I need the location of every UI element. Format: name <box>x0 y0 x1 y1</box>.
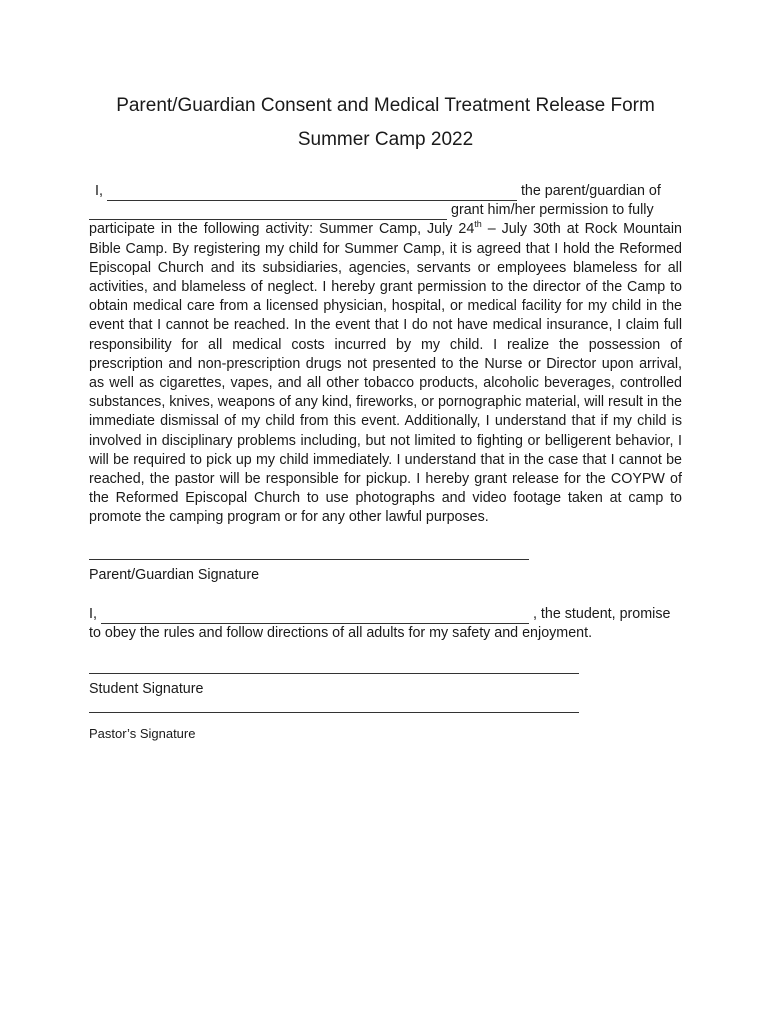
consent-paragraph <box>89 152 682 528</box>
student-signature-label: Student Signature <box>89 681 204 698</box>
student-intro-i: I, <box>89 605 97 622</box>
parent-signature-label: Parent/Guardian Signature <box>89 566 260 583</box>
student-promise-paragraph <box>89 585 682 643</box>
guardian-name-field[interactable] <box>107 186 517 201</box>
student-name-line <box>89 605 682 624</box>
date-superscript: th <box>474 219 482 230</box>
release-text: – July 30th at Rock Mountain Bible Camp. By registering my child for Summer Camp, it is agreed that I hold the Reformed Episcopal Church and its subsidiaries, agencies, servants or employees blameless for all activities, and blameless of neglect. I hereby grant permission to the director of the Camp to obtain medical care from a licensed physician, hospital, or medical facility for my child in the event that I cannot be reached. In the event that I do not have medical insurance, I claim full responsibility for all medical costs incurred by my child. I realize the possession of prescription and non-prescription drugs not presented to the Nurse or Director upon arrival, as well as cigarettes, vapes, and all other tobacco products, alcoholic beverages, controlled substances, knives, weapons of any kind, fireworks, or pornographic material, will result in the immediate dismissal of my child from this event. Additionally, I understand that if my child is involved in disciplinary problems including, but not limited to fighting or belligerent behavior, I will be required to pick up my child immediately. I understand that in the case that I cannot be reached, the pastor will be responsible for pickup. I hereby grant release for the COYPW of the Reformed Episcopal Church to use photographs and video footage taken at camp to promote the camping program or for any other lawful purposes. <box>89 221 682 526</box>
form-subtitle: Summer Camp 2022 <box>297 129 474 150</box>
intro-i: I, <box>95 183 103 199</box>
guardian-name-line <box>89 182 682 201</box>
child-name-field[interactable] <box>89 205 447 220</box>
pastor-signature-label: Pastor’s Signature <box>89 726 196 742</box>
parent-of-text: the parent/guardian of <box>520 183 661 199</box>
activity-text: participate in the following activity: Summer Camp, July 24 <box>89 221 475 238</box>
form-title: Parent/Guardian Consent and Medical Treatment Release Form <box>116 95 655 116</box>
student-name-field[interactable] <box>101 609 529 624</box>
grant-text: grant him/her permission to fully <box>451 202 654 219</box>
student-promise-text: , the student, promise <box>532 605 671 622</box>
child-name-line <box>89 201 682 220</box>
student-obey-text: to obey the rules and follow directions of all adults for my safety and enjoyment. <box>89 624 593 641</box>
